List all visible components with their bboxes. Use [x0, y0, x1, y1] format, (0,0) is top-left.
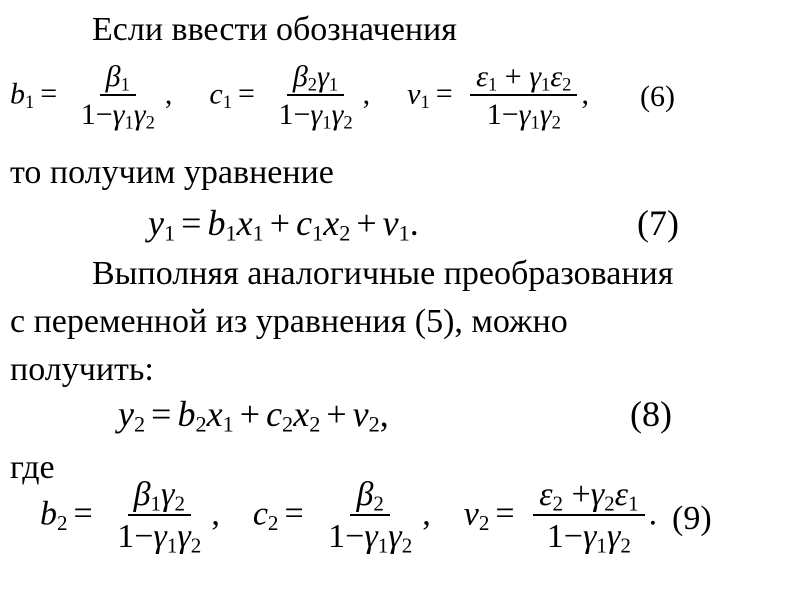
equation-number-8: (8)	[630, 394, 672, 434]
equation-number-7: (7)	[637, 203, 679, 243]
paragraph-result: то получим уравнение	[10, 154, 334, 191]
paragraph-analogous-2: с переменной из уравнения (5), можно	[10, 303, 568, 340]
paragraph-analogous-1: Выполняя аналогичные преобразования	[92, 255, 674, 292]
paragraph-intro: Если ввести обозначения	[92, 11, 457, 48]
formula-7: $y_1 = b_1x_1 + c_1x_2 + \nu_1$.	[148, 203, 419, 246]
paragraph-where: где	[10, 449, 55, 486]
equation-number-9: (9)	[672, 500, 712, 537]
paragraph-analogous-3: получить:	[10, 351, 154, 388]
formula-6: $b_1$ = $\frac{\beta_1}{1-\gamma_1\gamma_2}$ , $c_1$ = $\frac{\beta_2\gamma_1}{1-\gamma_1\gamma_2}$ , $\nu_1$ = $\frac{\varepsilon_1 + \gamma_1\varepsilon_2}{1-\gamma_1\gamma_2}$ ,	[10, 60, 589, 134]
formula-8: $y_2 = b_2x_1 + c_2x_2 + \nu_2$,	[118, 394, 389, 437]
formula-9: $b_2$ = $\frac{\beta_1\gamma_2}{1-\gamma_1\gamma_2}$ , $c_2$ = $\frac{\beta_2}{1-\gamma_1\gamma_2}$ , $\nu_2$ = $\frac{\varepsilon_2 +\gamma_2\varepsilon_1}{1-\gamma_1\gamma_2}$ .	[40, 476, 658, 558]
equation-number-6: (6)	[640, 80, 675, 113]
